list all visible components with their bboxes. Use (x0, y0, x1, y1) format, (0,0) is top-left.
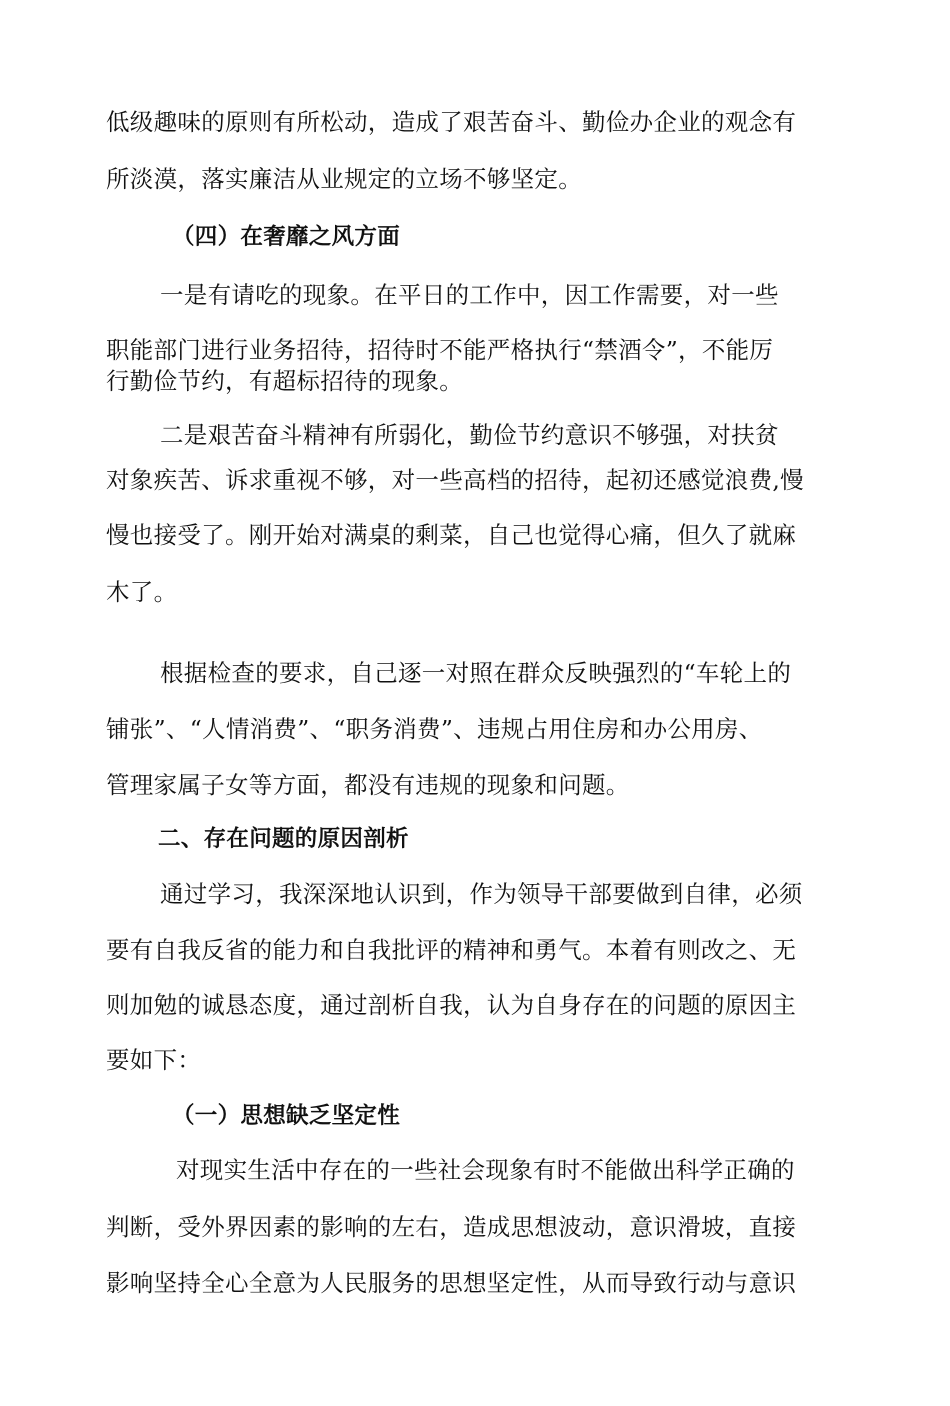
body-text-line: 慢也接受了。刚开始对满桌的剩菜，自己也觉得心痛，但久了就麻 (106, 521, 797, 549)
body-text-line: 要如下： (106, 1046, 202, 1074)
body-text-line: 对象疾苦、诉求重视不够，对一些高档的招待，起初还感觉浪费,慢 (106, 466, 804, 494)
body-text-line: 判断，受外界因素的影响的左右，造成思想波动，意识滑坡，直接 (106, 1213, 797, 1241)
paragraph-first-line: 二是艰苦奋斗精神有所弱化，勤俭节约意识不够强，对扶贫 (160, 421, 779, 449)
body-text-line: 职能部门进行业务招待，招待时不能严格执行“禁酒令”，不能厉 (106, 336, 774, 364)
paragraph-first-line: 对现实生活中存在的一些社会现象有时不能做出科学正确的 (176, 1156, 795, 1184)
body-text-line: 木了。 (106, 578, 178, 606)
body-text-line: 管理家属子女等方面，都没有违规的现象和问题。 (106, 771, 630, 799)
section-subheading: （一）思想缺乏坚定性 (172, 1103, 401, 1129)
body-text-line: 影响坚持全心全意为人民服务的思想坚定性，从而导致行动与意识 (106, 1269, 797, 1297)
body-text-line: 行勤俭节约，有超标招待的现象。 (106, 367, 463, 395)
paragraph-first-line: 一是有请吃的现象。在平日的工作中，因工作需要，对一些 (160, 281, 779, 309)
body-text-line: 要有自我反省的能力和自我批评的精神和勇气。本着有则改之、无 (106, 936, 797, 964)
body-text-line: 铺张”、“人情消费”、“职务消费”、违规占用住房和办公用房、 (106, 715, 763, 743)
body-text-line: 低级趣味的原则有所松动，造成了艰苦奋斗、勤俭办企业的观念有 (106, 108, 797, 136)
section-subheading: （四）在奢靡之风方面 (172, 224, 401, 250)
paragraph-first-line: 通过学习，我深深地认识到，作为领导干部要做到自律，必须 (160, 880, 803, 908)
section-heading: 二、存在问题的原因剖析 (158, 826, 409, 852)
paragraph-first-line: 根据检查的要求，自己逐一对照在群众反映强烈的“车轮上的 (160, 659, 792, 687)
body-text-line: 所淡漠，落实廉洁从业规定的立场不够坚定。 (106, 165, 582, 193)
body-text-line: 则加勉的诚恳态度，通过剖析自我，认为自身存在的问题的原因主 (106, 991, 797, 1019)
